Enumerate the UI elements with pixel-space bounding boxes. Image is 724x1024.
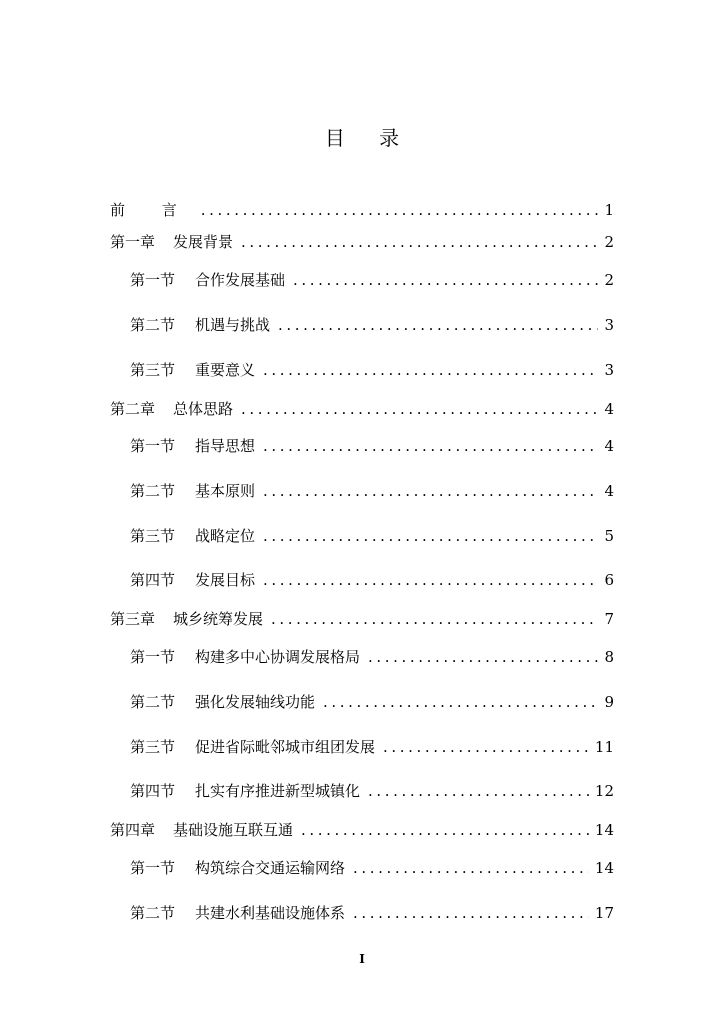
toc-entry-title: 共建水利基础设施体系 — [195, 904, 346, 922]
toc-entry-title: 城乡统筹发展 — [173, 610, 264, 628]
toc-entry-number: 第二节 — [130, 693, 176, 711]
toc-entry-section[interactable] — [130, 647, 614, 667]
toc-entry-title: 机遇与挑战 — [195, 316, 271, 334]
toc-entry-label — [110, 399, 233, 419]
toc-entry-label — [130, 315, 270, 335]
toc-entry-page: 14 — [594, 859, 614, 877]
toc-entry-page: 2 — [604, 271, 614, 289]
toc-entry-title: 构筑综合交通运输网络 — [195, 859, 346, 877]
toc-entry-section[interactable] — [130, 436, 614, 456]
toc-entry-page: 7 — [604, 610, 614, 628]
toc-entry-page: 3 — [604, 361, 614, 379]
toc-entry-number: 第一节 — [130, 437, 176, 455]
toc-entry-number: 第三节 — [130, 527, 176, 545]
toc-entry-page: 11 — [594, 738, 614, 756]
toc-entry-number: 第四节 — [130, 782, 176, 800]
toc-entry-page: 2 — [604, 233, 614, 251]
toc-entry-number: 前 言 — [110, 201, 193, 219]
toc-entry-page: 12 — [594, 782, 614, 800]
toc-entry-title: 发展背景 — [173, 233, 234, 251]
toc-entry-number: 第二章 — [110, 400, 156, 418]
dot-leader — [383, 737, 589, 757]
dot-leader — [263, 360, 598, 380]
toc-entry-title: 强化发展轴线功能 — [195, 693, 316, 711]
dot-leader — [241, 399, 598, 419]
dot-leader — [271, 609, 598, 629]
toc-entry-title: 合作发展基础 — [195, 271, 286, 289]
dot-leader — [263, 570, 598, 590]
toc-title: 目 录 — [324, 126, 414, 150]
toc-entry-label — [110, 609, 263, 629]
toc-entry-label — [130, 436, 255, 456]
toc-entry-title: 构建多中心协调发展格局 — [195, 648, 361, 666]
toc-entry-chapter-2[interactable] — [110, 399, 614, 419]
toc-entry-label — [130, 481, 255, 501]
dot-leader — [263, 526, 598, 546]
toc-entry-section[interactable] — [130, 315, 614, 335]
dot-leader — [368, 781, 589, 801]
dot-leader — [353, 903, 589, 923]
toc-entry-label — [130, 526, 255, 546]
toc-entry-page: 1 — [604, 201, 614, 219]
toc-entry-title: 指导思想 — [195, 437, 256, 455]
toc-entry-title: 促进省际毗邻城市组团发展 — [195, 738, 376, 756]
dot-leader — [278, 315, 598, 335]
toc-entry-page: 6 — [604, 571, 614, 589]
dot-leader — [201, 200, 599, 220]
toc-entry-label — [130, 858, 345, 878]
toc-entry-title: 重要意义 — [195, 361, 256, 379]
dot-leader — [353, 858, 589, 878]
toc-entry-label — [130, 570, 255, 590]
toc-entry-page: 5 — [604, 527, 614, 545]
dot-leader — [301, 820, 589, 840]
toc-entry-page: 8 — [604, 648, 614, 666]
toc-entry-chapter-3[interactable] — [110, 609, 614, 629]
toc-entry-label — [130, 781, 360, 801]
toc-entry-label — [130, 692, 315, 712]
toc-entry-number: 第三节 — [130, 738, 176, 756]
toc-entry-page: 9 — [604, 693, 614, 711]
toc-entry-page: 4 — [604, 437, 614, 455]
toc-entry-label — [130, 647, 360, 667]
toc-entry-section[interactable] — [130, 526, 614, 546]
toc-entry-section[interactable] — [130, 903, 614, 923]
toc-entry-title: 发展目标 — [195, 571, 256, 589]
toc-entry-title: 扎实有序推进新型城镇化 — [195, 782, 361, 800]
toc-entry-section[interactable] — [130, 270, 614, 290]
toc-entry-section[interactable] — [130, 360, 614, 380]
toc-entry-number: 第三节 — [130, 361, 176, 379]
toc-entry-title: 基本原则 — [195, 482, 256, 500]
toc-entry-label — [130, 270, 285, 290]
dot-leader — [323, 692, 598, 712]
toc-entry-chapter-1[interactable] — [110, 232, 614, 252]
toc-entry-page: 4 — [604, 482, 614, 500]
toc-entry-title: 总体思路 — [173, 400, 234, 418]
toc-entry-page: 14 — [594, 821, 614, 839]
dot-leader — [241, 232, 598, 252]
toc-entry-number: 第二节 — [130, 904, 176, 922]
toc-entry-page: 17 — [594, 904, 614, 922]
toc-entry-label — [110, 200, 193, 220]
dot-leader — [263, 436, 598, 456]
toc-entry-number: 第四节 — [130, 571, 176, 589]
toc-entry-section[interactable] — [130, 781, 614, 801]
toc-entry-number: 第三章 — [110, 610, 156, 628]
toc-entry-number: 第二节 — [130, 482, 176, 500]
toc-entry-section[interactable] — [130, 858, 614, 878]
toc-entry-title: 战略定位 — [195, 527, 256, 545]
page-number-footer: I — [359, 952, 365, 966]
toc-entry-label — [110, 232, 233, 252]
toc-entry-label — [130, 903, 345, 923]
toc-entry-number: 第四章 — [110, 821, 156, 839]
toc-entry-number: 第一节 — [130, 648, 176, 666]
toc-entry-label — [130, 737, 375, 757]
toc-entry-section[interactable] — [130, 737, 614, 757]
dot-leader — [368, 647, 598, 667]
toc-entry-number: 第一章 — [110, 233, 156, 251]
toc-entry-page: 4 — [604, 400, 614, 418]
toc-entry-section[interactable] — [130, 692, 614, 712]
dot-leader — [293, 270, 598, 290]
toc-entry-section[interactable] — [130, 570, 614, 590]
dot-leader — [263, 481, 598, 501]
toc-entry-number: 第一节 — [130, 859, 176, 877]
toc-entry-label — [110, 820, 293, 840]
toc-entry-number: 第二节 — [130, 316, 176, 334]
toc-entry-title: 基础设施互联互通 — [173, 821, 294, 839]
toc-entry-preface[interactable] — [110, 200, 614, 220]
toc-entry-number: 第一节 — [130, 271, 176, 289]
toc-entry-page: 3 — [604, 316, 614, 334]
toc-entry-chapter-4[interactable] — [110, 820, 614, 840]
toc-entry-label — [130, 360, 255, 380]
toc-entry-section[interactable] — [130, 481, 614, 501]
